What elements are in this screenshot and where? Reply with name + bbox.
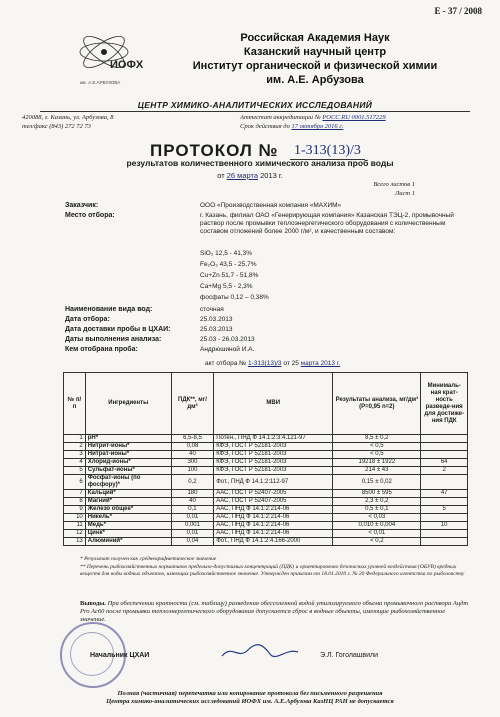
table-row — [64, 451, 468, 459]
table-row — [64, 443, 468, 451]
cell-dilution — [421, 443, 468, 451]
customer-label: Заказчик: — [65, 202, 99, 209]
table-row — [64, 498, 468, 506]
cell-method: ААС, ГОСТ Р 52407-2005 — [214, 498, 333, 506]
cell-ingredient: Нитрат-ионы* — [85, 451, 171, 459]
chief-name: Э.Л. Гоголашвили — [320, 652, 379, 659]
cell-pdk: 0,001 — [171, 522, 213, 530]
table-row — [64, 522, 468, 530]
org-line-1: Российская Академия Наук — [240, 32, 390, 44]
cell-method: Фот., ПНД Ф 14.1:2:4.166-2000 — [214, 538, 333, 546]
sampling-place-label: Место отбора: — [65, 212, 115, 219]
delivery-date-label: Дата доставки пробы в ЦХАИ: — [65, 326, 171, 333]
cell-num: 7 — [64, 490, 86, 498]
cell-num: 13 — [64, 538, 86, 546]
act-number: 1-313(13)/3 — [247, 360, 282, 367]
cell-num: 3 — [64, 451, 86, 459]
cell-num: 5 — [64, 467, 86, 475]
address-line-1: 420088, г. Казань, ул. Арбузова, 8 — [22, 114, 114, 121]
cell-result: 0,010 ± 0,004 — [333, 522, 421, 530]
chief-title: Начальник ЦХАИ — [90, 652, 150, 659]
cell-num: 2 — [64, 443, 86, 451]
water-type-value: сточная — [200, 306, 224, 313]
cell-pdk: 0,04 — [171, 538, 213, 546]
cell-ingredient: Алюминий* — [85, 538, 171, 546]
note-2: ** Перечень рыбохозяйственных нормативов предельно-допустимых концентраций (ПДК) и ориентировочно безопасных уровней воздействия (ОБУВ) вредных веществ для воды водных объектов, имеющих рыбохозяйственное значение. Утвержден приказом от 18.01.2010 г. № 20 Федерального агентства по рыболовству — [80, 564, 465, 577]
address-line-2: тел/факс (843) 272 72 73 — [22, 123, 91, 130]
cell-result: < 0,01 — [333, 530, 421, 538]
conclusion-label: Выводы. — [80, 600, 106, 607]
cell-result: 214 ± 43 — [333, 467, 421, 475]
analysis-dates-value: 25.03 - 26.03.2013 — [200, 336, 255, 343]
cell-result: 8,5 ± 0,2 — [333, 435, 421, 443]
cell-method: КФЭ, ГОСТ Р 52181-2003 — [214, 459, 333, 467]
cell-ingredient: Фосфат-ионы (по фосфору)* — [85, 475, 171, 490]
cell-result: 8500 ± 595 — [333, 490, 421, 498]
center-title: ЦЕНТР ХИМИКО-АНАЛИТИЧЕСКИХ ИССЛЕДОВАНИЙ — [137, 100, 373, 110]
protocol-number: 1-313(13)/3 — [290, 143, 365, 160]
cell-pdk: 180 — [171, 490, 213, 498]
cell-dilution — [421, 435, 468, 443]
cell-method: ААС, ГОСТ Р 52407-2005 — [214, 490, 333, 498]
cell-dilution: 5 — [421, 506, 468, 514]
cell-pdk: 0,01 — [171, 530, 213, 538]
cell-pdk: 0,1 — [171, 506, 213, 514]
cell-dilution — [421, 514, 468, 522]
sampler-label: Кем отобрана проба: — [65, 346, 138, 353]
header-divider — [40, 111, 470, 112]
cell-method: ААС, ПНД Ф 14.1:2:214-06 — [214, 522, 333, 530]
cell-method: Потен., ПНД Ф 14.1:2:3:4.121-97 — [214, 435, 333, 443]
composition-item: Ca+Mg 5,5 - 2,3% — [200, 283, 253, 290]
water-type-label: Наименование вида вод: — [65, 306, 153, 313]
cell-ingredient: Магний* — [85, 498, 171, 506]
date-value: 26 марта — [226, 171, 259, 180]
cell-ingredient: Медь* — [85, 522, 171, 530]
cell-method: Фот., ПНД Ф 14.1:2:112-97 — [214, 475, 333, 490]
cell-dilution: 64 — [421, 459, 468, 467]
col-header-ingredient: Ингредиенты — [85, 373, 171, 435]
institute-logo-icon — [70, 22, 152, 84]
composition-item: Cu+Zn 51,7 - 51,8% — [200, 272, 259, 279]
org-line-4: им. А.Е. Арбузова — [266, 74, 364, 86]
cell-result: < 0,2 — [333, 538, 421, 546]
conclusion-text: При обеспечении кратности (см. таблицу) разведения обессоленной водой утилизируемого объема промывочного раствора Ацдт Pro Ac60 после промывки теплоэнергетического оборудования допускается сброс в водные объекты, имеющие рыбохозяйственное значение. — [80, 600, 469, 623]
sampling-act — [205, 360, 340, 367]
signature-icon — [220, 642, 300, 662]
accreditation-validity — [240, 123, 343, 130]
sheets-total: Всего листов 1 — [373, 181, 415, 188]
composition-item: Fe₂O₃ 43,5 - 25,7% — [200, 261, 257, 268]
cell-dilution — [421, 530, 468, 538]
col-header-dilution: Минималь-ная крат-ность разведе-ния для достиже-ния ПДК — [421, 373, 468, 435]
org-line-3: Институт органической и физической химии — [192, 60, 438, 72]
cell-method: КФЭ, ГОСТ Р 52181-2003 — [214, 467, 333, 475]
cell-pdk: 0,2 — [171, 475, 213, 490]
cell-result: < 0,5 — [333, 443, 421, 451]
cell-method: ААС, ПНД Ф 14.1:2:214-06 — [214, 514, 333, 522]
delivery-date-value: 25.03.2013 — [200, 326, 233, 333]
cell-pdk: 300 — [171, 459, 213, 467]
cell-pdk: 40 — [171, 498, 213, 506]
cell-ingredient: Хлорид-ионы* — [85, 459, 171, 467]
cell-result: < 0,5 — [333, 451, 421, 459]
cell-pdk: 100 — [171, 467, 213, 475]
sampling-place-value: г. Казань, филиал ОАО «Генерирующая компания» Казанская ТЭЦ-2, промывочный раствор после промывки теплоэнергетического оборудования с количественным составом отложений более 2000 г/м², и качественным составом: — [200, 212, 454, 235]
logo-text: ИОФХ — [110, 59, 144, 71]
cell-ingredient: Кальций* — [85, 490, 171, 498]
cell-dilution: 2 — [421, 467, 468, 475]
cell-pdk: 0,08 — [171, 443, 213, 451]
date-year: 2013 г. — [260, 171, 283, 180]
table-row — [64, 459, 468, 467]
act-date: марта 2013 г. — [300, 360, 341, 367]
org-line-2: Казанский научный центр — [243, 46, 387, 58]
customer-value: ООО «Производственная компания «МАХИМ» — [200, 202, 342, 209]
validity-date: 17 октября 2016 г. — [291, 123, 344, 130]
cell-num: 10 — [64, 514, 86, 522]
sheets-current: Лист 1 — [394, 190, 415, 197]
col-header-pdk: ПДК**, мг/дм³ — [171, 373, 213, 435]
cell-ingredient: Сульфат-ионы* — [85, 467, 171, 475]
cell-method: ААС, ПНД Ф 14.1:2:214-06 — [214, 506, 333, 514]
cell-num: 9 — [64, 506, 86, 514]
note-1: * Результат получен как среднеарифметическое значение — [80, 556, 217, 562]
cell-pdk: 0,01 — [171, 514, 213, 522]
cell-result: 2,3 ± 0,2 — [333, 498, 421, 506]
validity-label: Срок действия до — [240, 123, 290, 130]
analysis-dates-label: Даты выполнения анализа: — [65, 336, 162, 343]
cell-method: КФЭ, ГОСТ Р 52181-2003 — [214, 451, 333, 459]
cell-method: КФЭ, ГОСТ Р 52181-2003 — [214, 443, 333, 451]
composition-item: фосфаты 0,12 – 0,38% — [200, 294, 269, 301]
cell-ingredient: Нитрит-ионы* — [85, 443, 171, 451]
cell-dilution — [421, 451, 468, 459]
protocol-date — [150, 171, 350, 180]
cell-num: 4 — [64, 459, 86, 467]
cell-result: 19218 ± 1922 — [333, 459, 421, 467]
composition-item: SiO₂ 12,5 - 41,3% — [200, 250, 253, 257]
table-row — [64, 538, 468, 546]
accreditation-number: РОСС RU 0001.517229 — [322, 114, 386, 121]
sampling-date-value: 25.03.2013 — [200, 316, 233, 323]
cell-ingredient: Цинк* — [85, 530, 171, 538]
cell-num: 8 — [64, 498, 86, 506]
act-prefix: акт отбора № — [205, 360, 247, 367]
date-prefix: от — [217, 171, 225, 180]
cell-ingredient: Железо общее* — [85, 506, 171, 514]
accreditation-line — [240, 114, 386, 121]
cell-dilution: 47 — [421, 490, 468, 498]
cell-pdk: 40 — [171, 451, 213, 459]
cell-method: ААС, ПНД Ф 14.1:2:214-06 — [214, 530, 333, 538]
sampler-value: Андрюшиной И.А. — [200, 346, 255, 353]
cell-pdk: 6,5-8,5 — [171, 435, 213, 443]
conclusion — [80, 600, 470, 624]
cell-num: 6 — [64, 475, 86, 490]
cell-result: < 0,03 — [333, 514, 421, 522]
col-header-result: Результаты анализа, мг/дм³ (P=0,95 n=2) — [333, 373, 421, 435]
col-header-num: № п/п — [64, 373, 86, 435]
table-row — [64, 490, 468, 498]
cell-result: 0,15 ± 0,02 — [333, 475, 421, 490]
table-row — [64, 435, 468, 443]
results-table — [63, 372, 468, 546]
cell-dilution — [421, 498, 468, 506]
table-row — [64, 475, 468, 490]
footer-line-2: Центра химико-аналитических исследований ИОФХ им. А.Е.Арбузова КазНЦ РАН не допускается — [106, 698, 394, 705]
act-mid: от 25 — [283, 360, 299, 367]
logo-caption: им. А.Е.АРБУЗОВА — [80, 80, 121, 85]
accreditation-label: Аттестат аккредитации № — [240, 114, 321, 121]
cell-ingredient: Никель* — [85, 514, 171, 522]
cell-num: 12 — [64, 530, 86, 538]
cell-num: 11 — [64, 522, 86, 530]
protocol-subtitle: результатов количественного химического анализа проб воды — [126, 158, 394, 168]
cell-dilution — [421, 475, 468, 490]
footer-notice — [25, 690, 475, 706]
sampling-date-label: Дата отбора: — [65, 316, 110, 323]
table-row — [64, 514, 468, 522]
table-row — [64, 467, 468, 475]
cell-dilution: 10 — [421, 522, 468, 530]
cell-ingredient: рН* — [85, 435, 171, 443]
protocol-title: ПРОТОКОЛ № — [150, 141, 279, 160]
document-code: E - 37 / 2008 — [434, 6, 482, 16]
cell-dilution — [421, 538, 468, 546]
table-row — [64, 506, 468, 514]
footer-line-1: Полная (частичная) перепечатка или копирование протокола без письменного разрешения — [117, 690, 383, 697]
table-row — [64, 530, 468, 538]
cell-result: 0,5 ± 0,1 — [333, 506, 421, 514]
cell-num: 1 — [64, 435, 86, 443]
col-header-method: МВИ — [214, 373, 333, 435]
